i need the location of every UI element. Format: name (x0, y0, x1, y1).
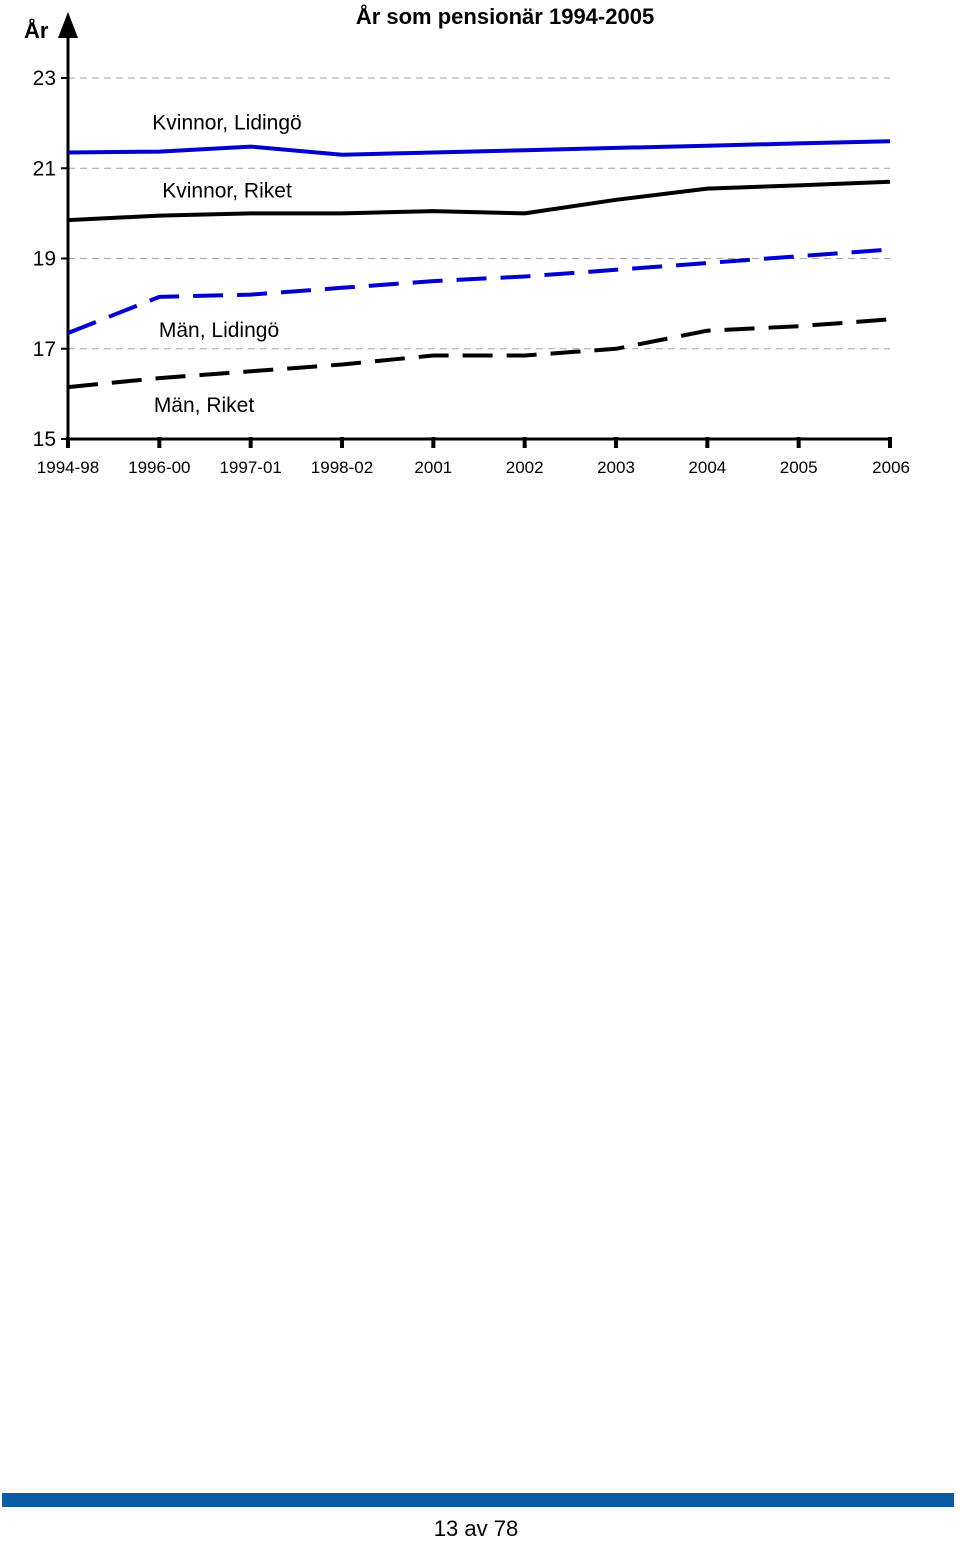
x-tick-label: 2001 (414, 458, 453, 477)
line-chart (0, 0, 960, 490)
footer-bar (2, 1493, 954, 1507)
y-tick-label: 15 (32, 428, 56, 451)
x-tick-label: 1994-98 (36, 458, 100, 477)
x-tick-label: 2003 (597, 458, 635, 477)
series-label: Kvinnor, Riket (162, 179, 292, 203)
y-tick-label: 23 (32, 67, 56, 90)
x-tick-label: 2005 (779, 458, 818, 477)
y-axis-arrow (58, 12, 78, 38)
series-label: Män, Riket (153, 394, 255, 418)
x-tick-label: 1998-02 (310, 458, 374, 477)
y-tick-label: 21 (32, 157, 56, 181)
y-axis-label: År (24, 18, 49, 43)
series-label: Män, Lidingö (158, 318, 280, 342)
series-label: Kvinnor, Lidingö (152, 111, 302, 135)
y-tick-label: 17 (32, 337, 56, 361)
x-tick-label: 2006 (872, 458, 910, 477)
axes (58, 12, 890, 448)
page-number: 13 av 78 (433, 1516, 519, 1541)
series-lines (68, 141, 890, 387)
chart-title: År som pensionär 1994-2005 (355, 4, 655, 29)
x-tick-label: 1997-01 (219, 458, 282, 477)
x-tick-label: 2004 (688, 458, 727, 477)
x-tick-label: 1996-00 (128, 458, 191, 477)
series-line (68, 141, 890, 155)
y-tick-label: 19 (32, 247, 56, 271)
x-tick-label: 2002 (505, 458, 544, 477)
